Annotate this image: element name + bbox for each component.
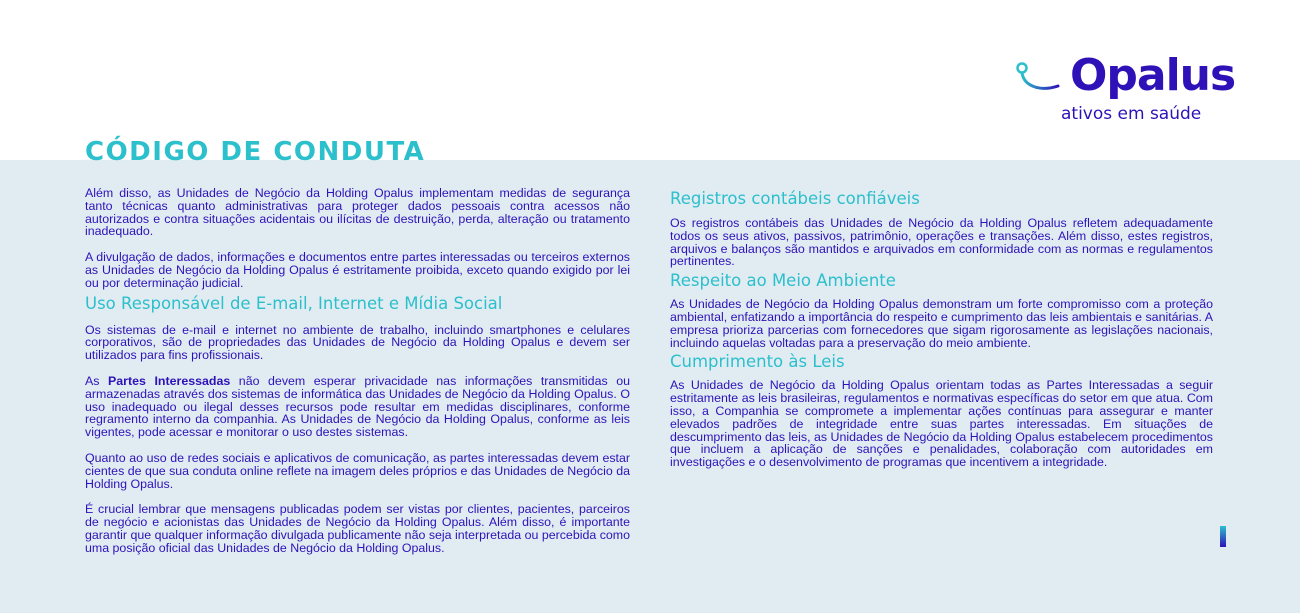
logo-wordmark: Opalus	[1070, 50, 1236, 101]
paragraph-email-systems: Os sistemas de e-mail e internet no ambiente de trabalho, incluindo smartphones e celulares corporativos, são de propriedades das Unidades de Negócio da Holding Opalus e devem ser utilizados para fins profissionais.	[85, 322, 630, 363]
page-title: CÓDIGO DE CONDUTA	[85, 137, 426, 167]
bold-partes-interessadas: Partes Interessadas	[108, 373, 231, 388]
paragraph-compliance: As Unidades de Negócio da Holding Opalus orientam todas as Partes Interessadas a seguir estritamente as leis brasileiras, regulamentos e normativas específicas do setor em que atua. Com isso, a Companhia se compromete a implementar ações contínuas para assegurar e manter elevados padrões de integridade entre suas partes interessadas. Em situações de descumprimento das leis, as Unidades de Negócio da Holding Opalus estabelecem procedimentos que incluem a aplicação de sanções e penalidades, colaboração com autoridades em investigações e o desenvolvimento de programas que incentivem a integridade.	[670, 378, 1213, 470]
paragraph-accounting-records: Os registros contábeis das Unidades de Negócio da Holding Opalus refletem adequadamente todos os seus ativos, passivos, patrimônio, operações e transações. Além disso, estes registros, arquivos e balanços são mantidos e arquivados em conformidade com as normas e regulamentos pertinentes.	[670, 216, 1213, 269]
page-accent-bar	[1220, 526, 1226, 547]
opalus-logo	[1014, 50, 1236, 130]
logo-tagline: ativos em saúde	[1061, 104, 1202, 124]
opalus-logo-mark-icon	[1014, 52, 1074, 98]
paragraph-environment: As Unidades de Negócio da Holding Opalus demonstram um forte compromisso com a proteção ambiental, enfatizando a importância do respeito e cumprimento das leis ambientais e sanitárias. A empresa prioriza parcerias com fornecedores que sigam rigorosamente as legislações nacionais, incluindo aquelas voltadas para a preservação do meio ambiente.	[670, 297, 1213, 350]
paragraph-public-posts: É crucial lembrar que mensagens publicadas podem ser vistas por clientes, pacientes, parceiros de negócio e acionistas das Unidades de Negócio da Holding Opalus. Além disso, é importante garantir que qualquer informação divulgada publicamente não seja interpretada ou percebida como uma posição oficial das Unidades de Negócio da Holding Opalus.	[85, 502, 630, 555]
left-column	[85, 187, 630, 555]
paragraph-social-media: Quanto ao uso de redes sociais e aplicativos de comunicação, as partes interessadas devem estar cientes de que sua conduta online reflete na imagem deles próprios e das Unidades de Negócio da Holding Opalus.	[85, 450, 630, 491]
heading-compliance: Cumprimento às Leis	[670, 352, 845, 372]
paragraph-disclosure: A divulgação de dados, informações e documentos entre partes interessadas ou terceiros externos as Unidades de Negócio da Holding Opalus é estritamente proibida, exceto quando exigido por lei ou por determinação judicial.	[85, 250, 630, 290]
heading-environment: Respeito ao Meio Ambiente	[670, 271, 896, 291]
heading-accounting-records: Registros contábeis confiáveis	[670, 189, 920, 208]
heading-email-internet: Uso Responsável de E-mail, Internet e Mídia Social	[85, 293, 503, 313]
paragraph-privacy: As Partes Interessadas não devem esperar privacidade nas informações transmitidas ou armazenadas através dos sistemas de informática das Unidades de Negócio da Holding Opalus. O uso inadequado ou ilegal desses recursos pode resultar em medidas disciplinares, conforme regramento interno da companhia. As Unidades de Negócio da Holding Opalus, conforme as leis vigentes, pode acessar e monitorar o uso destes sistemas.	[85, 373, 631, 440]
right-column	[670, 188, 1213, 469]
paragraph-security: Além disso, as Unidades de Negócio da Holding Opalus implementam medidas de segurança tanto técnicas quanto administrativas para proteger dados pessoais contra acessos não autorizados e contra situações acidentais ou ilícitas de destruição, perda, alteração ou tratamento inadequado.	[85, 186, 630, 239]
